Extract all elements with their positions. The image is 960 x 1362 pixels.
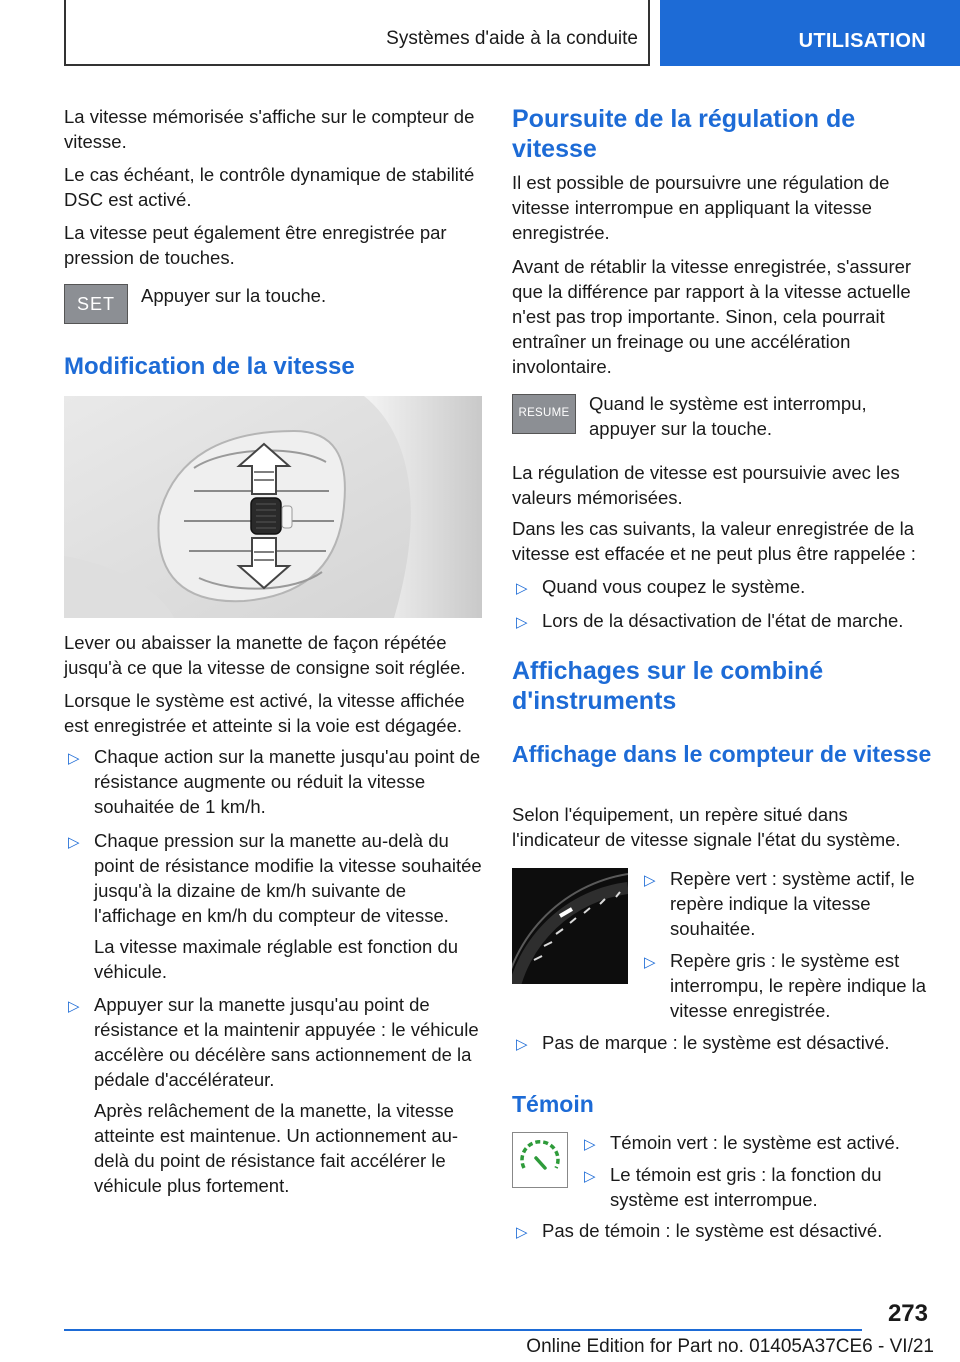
paragraph: Avant de rétablir la vitesse enregistrée, s'assurer que la différence par rapport à la vitesse actuelle n'est pas trop importante. Sinon, cela pourrait entraîner un freinage ou une accélération involontaire.: [512, 256, 912, 377]
paragraph: Selon l'équipement, un repère situé dans l'indicateur de vitesse signale l'état du système.: [512, 804, 901, 850]
heading-poursuite: Poursuite de la régulation de vitesse: [512, 105, 856, 163]
bullet-triangle-icon: ▷: [644, 872, 656, 889]
set-instruction: Appuyer sur la touche.: [141, 285, 327, 306]
list-item-text: Appuyer sur la manette jusqu'au point de résistance et la maintenir appuyée : le véhicule accélère ou décélère sans actionnement de la pédale d'accélérateur.: [94, 994, 479, 1090]
paragraph: Dans les cas suivants, la valeur enregistrée de la vitesse est effacée et ne peut plus être rappelée :: [512, 518, 916, 564]
list-item: [640, 866, 932, 941]
list-item-text: Quand vous coupez le système.: [542, 576, 806, 597]
list-item: [512, 1218, 932, 1243]
list-item: [64, 992, 482, 1092]
list-item: [512, 574, 932, 599]
header-border-right: [648, 0, 650, 66]
paragraph: Lever ou abaisser la manette de façon répétée jusqu'à ce que la vitesse de consigne soit réglée.: [64, 632, 466, 678]
heading-temoin: Témoin: [512, 1091, 594, 1117]
paragraph: La régulation de vitesse est poursuivie avec les valeurs mémorisées.: [512, 462, 900, 508]
header-border-bottom: [64, 64, 650, 66]
resume-key-image: [512, 394, 576, 434]
steering-wheel-lever-illustration: [64, 396, 482, 618]
list-item: [512, 608, 932, 633]
header-section-title: Systèmes d'aide à la conduite: [386, 28, 638, 49]
bullet-triangle-icon: ▷: [644, 954, 656, 971]
list-item: [580, 1130, 932, 1155]
list-item-text: Le témoin est gris : la fonction du système est interrompue.: [610, 1164, 882, 1210]
paragraph: Lorsque le système est activé, la vitesse affichée est enregistrée et atteinte si la voie est dégagée.: [64, 690, 465, 736]
list-item-text: Pas de témoin : le système est désactivé.: [542, 1220, 883, 1241]
list-item-note: Après relâchement de la manette, la vitesse atteinte est maintenue. Un actionnement au-delà du point de résistance fait accélérer le véhicule plus fortement.: [94, 1100, 459, 1196]
footer-rule: [64, 1329, 862, 1331]
bullet-triangle-icon: ▷: [516, 580, 528, 597]
paragraph: La vitesse peut également être enregistrée par pression de touches.: [64, 222, 447, 268]
list-item: [64, 828, 482, 928]
paragraph: Le cas échéant, le contrôle dynamique de stabilité DSC est activé.: [64, 164, 475, 210]
list-item: [580, 1162, 932, 1212]
heading-modification: Modification de la vitesse: [64, 353, 355, 380]
bullet-triangle-icon: ▷: [68, 998, 80, 1015]
bullet-triangle-icon: ▷: [68, 834, 80, 851]
list-item: [640, 948, 932, 1023]
list-item-text: Chaque action sur la manette jusqu'au point de résistance augmente ou réduit la vitesse souhaitée de 1 km/h.: [94, 746, 481, 817]
footer-edition: Online Edition for Part no. 01405A37CE6 - VI/21: [526, 1336, 934, 1357]
list-item: [64, 744, 482, 819]
speedometer-marker-image: [512, 868, 628, 984]
list-item: [512, 1030, 932, 1055]
page-number: 273: [887, 1300, 928, 1327]
list-item-text: Repère vert : système actif, le repère indique la vitesse souhaitée.: [670, 868, 915, 939]
set-key-label: SET: [76, 294, 115, 314]
heading-compteur: Affichage dans le compteur de vitesse: [512, 741, 932, 767]
list-item-text: Lors de la désactivation de l'état de marche.: [542, 610, 904, 631]
heading-affichages: Affichages sur le combiné d'instruments: [512, 657, 824, 715]
bullet-triangle-icon: ▷: [68, 750, 80, 767]
bullet-triangle-icon: ▷: [516, 1224, 528, 1241]
cruise-indicator-lamp-icon: [512, 1132, 568, 1188]
list-item-text: Chaque pression sur la manette au-delà du point de résistance modifie la vitesse souhaitée jusqu'à la dizaine de km/h suivante de l'affichage en km/h du compteur de vitesse.: [94, 830, 482, 926]
paragraph: La vitesse mémorisée s'affiche sur le compteur de vitesse.: [64, 106, 475, 152]
bullet-triangle-icon: ▷: [584, 1168, 596, 1185]
list-item-text: Témoin vert : le système est activé.: [610, 1132, 900, 1153]
paragraph: Il est possible de poursuivre une régulation de vitesse interrompue en appliquant la vitesse enregistrée.: [512, 172, 890, 243]
header-chapter-tab[interactable]: [660, 0, 960, 66]
header-chapter-label: UTILISATION: [798, 30, 926, 52]
resume-key-label: RESUME: [518, 407, 570, 419]
bullet-triangle-icon: ▷: [516, 1036, 528, 1053]
bullet-triangle-icon: ▷: [516, 614, 528, 631]
list-item-text: Repère gris : le système est interrompu, le repère indique la vitesse enregistrée.: [670, 950, 927, 1021]
bullet-triangle-icon: ▷: [584, 1136, 596, 1153]
list-item-note: La vitesse maximale réglable est fonction du véhicule.: [94, 936, 459, 982]
list-item-text: Pas de marque : le système est désactivé.: [542, 1032, 890, 1053]
set-key-image: [64, 284, 128, 324]
resume-instruction: Quand le système est interrompu, appuyer sur la touche.: [589, 393, 867, 439]
